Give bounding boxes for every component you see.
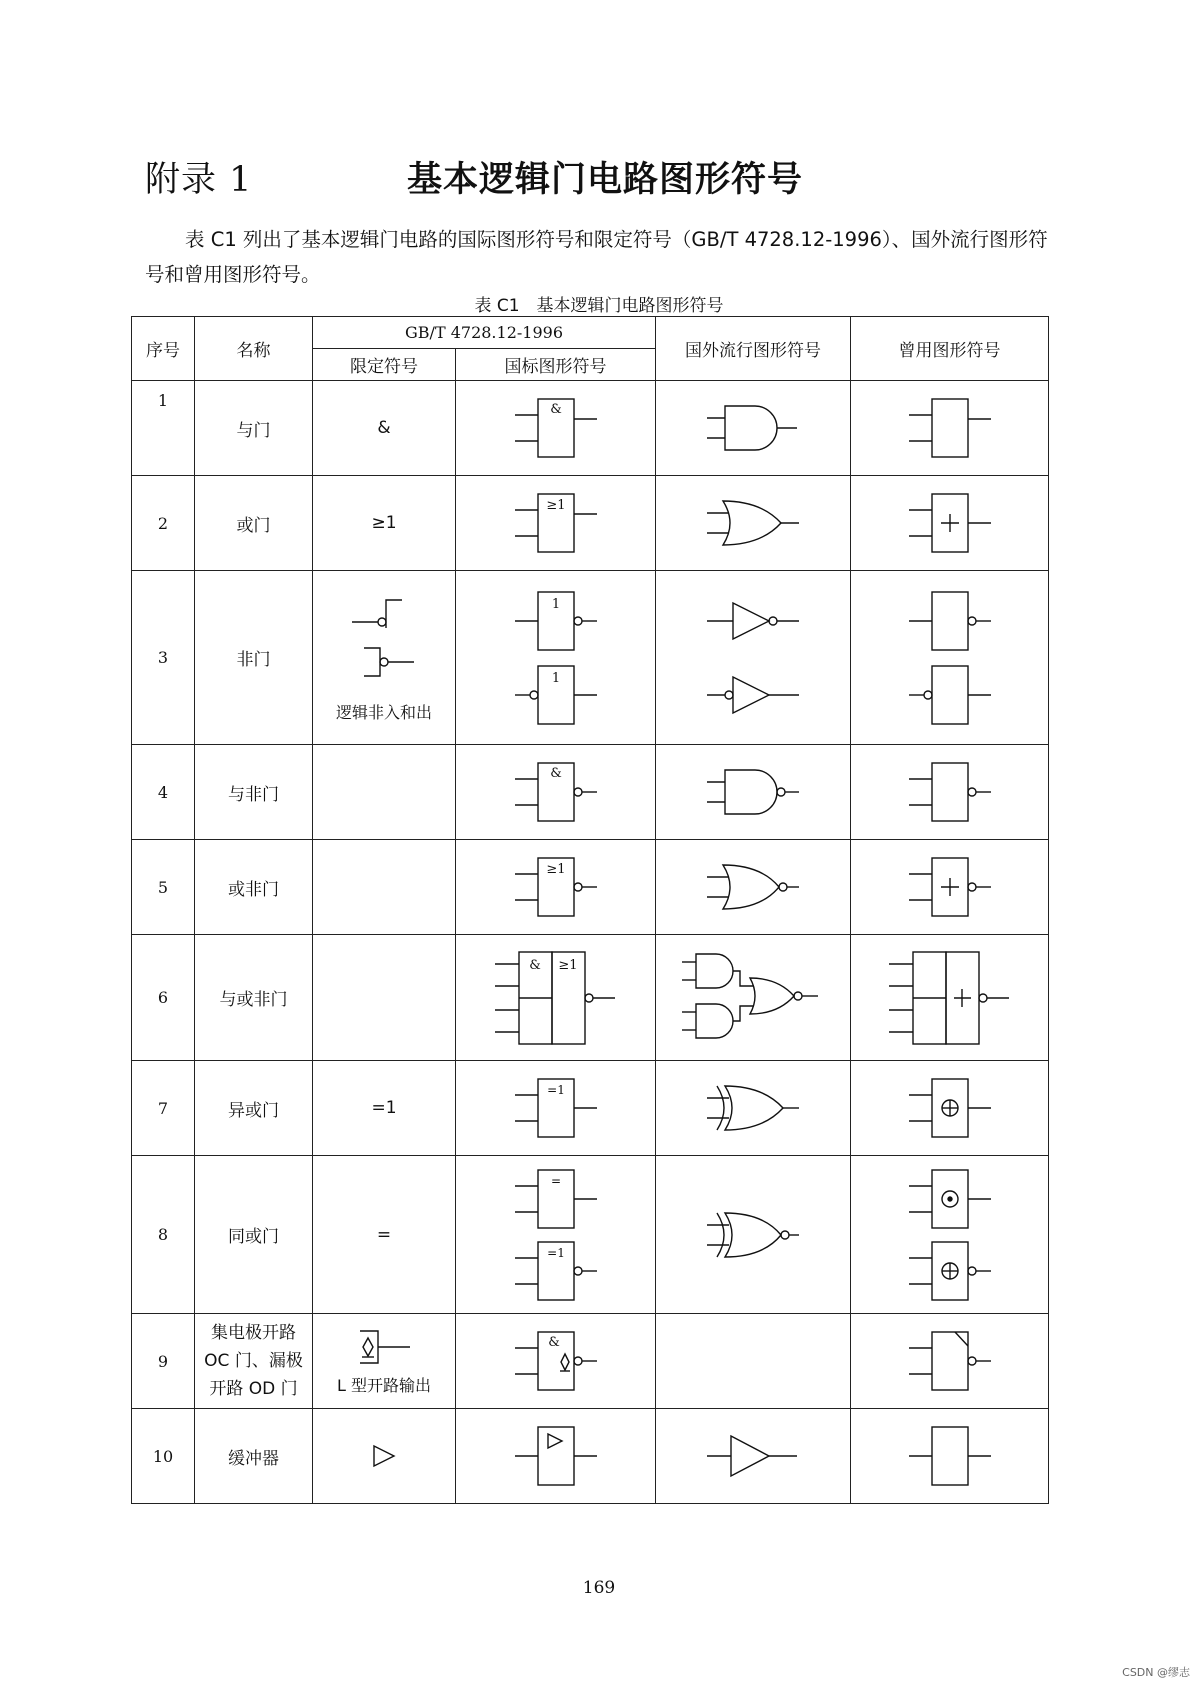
table-row	[132, 571, 1049, 745]
table-row	[132, 1409, 1049, 1504]
row-name: 或门	[195, 476, 313, 571]
watermark: CSDN @缪志	[1122, 1666, 1190, 1679]
iec-or-gate	[456, 476, 656, 571]
row-name-line: OC 门、漏极	[204, 1351, 303, 1371]
foreign-xnor-gate	[656, 1156, 851, 1314]
row-name-line: 开路 OD 门	[209, 1379, 298, 1399]
buffer-qualifier-symbol	[364, 1436, 404, 1476]
old-or-gate	[851, 476, 1049, 571]
iec-label: ≥1	[545, 862, 566, 877]
qualifier-empty	[313, 745, 456, 840]
iec-label: ≥1	[545, 498, 566, 513]
old-xor-gate	[851, 1061, 1049, 1156]
qualifier-cell	[313, 1409, 456, 1504]
qualifier-symbol: ≥1	[313, 476, 456, 571]
open-drain-symbol	[344, 1327, 424, 1367]
qualifier-cell	[313, 1314, 456, 1409]
row-name: 与非门	[195, 745, 313, 840]
row-name: 同或门	[195, 1156, 313, 1314]
table-caption: 表 C1 基本逻辑门电路图形符号	[474, 296, 724, 316]
header-standard: GB/T 4728.12-1996	[313, 317, 656, 349]
row-name: 与门	[195, 381, 313, 476]
foreign-nor-gate	[656, 840, 851, 935]
row-index: 1	[132, 381, 195, 476]
old-not-gates	[851, 571, 1049, 745]
foreign-not-gates	[656, 571, 851, 745]
iec-label: &	[549, 766, 562, 781]
foreign-buffer	[656, 1409, 851, 1504]
header-old-symbol: 曾用图形符号	[851, 317, 1049, 381]
qualifier-note: 逻辑非入和出	[335, 703, 432, 722]
qualifier-empty	[313, 935, 456, 1061]
row-name: 与或非门	[195, 935, 313, 1061]
row-index: 2	[132, 476, 195, 571]
foreign-empty	[656, 1314, 851, 1409]
iec-label: =1	[546, 1245, 565, 1260]
foreign-aoi-gate	[656, 935, 851, 1061]
header-name: 名称	[195, 317, 313, 381]
row-index: 10	[132, 1409, 195, 1504]
row-name: 或非门	[195, 840, 313, 935]
iec-label-and: &	[528, 957, 541, 973]
old-xnor-gates	[851, 1156, 1049, 1314]
iec-and-gate	[456, 381, 656, 476]
negation-symbols	[344, 592, 424, 692]
iec-xnor-gates	[456, 1156, 656, 1314]
foreign-and-gate	[656, 381, 851, 476]
intro-paragraph: 表 C1 列出了基本逻辑门电路的国际图形符号和限定符号（GB/T 4728.12-1996）、国外流行图形符号和曾用图形符号。	[145, 228, 1048, 286]
iec-label: &	[549, 402, 562, 417]
qualifier-note: L 型开路输出	[336, 1375, 431, 1395]
qualifier-symbol: =	[313, 1156, 456, 1314]
header-index: 序号	[132, 317, 195, 381]
iec-oc-gate	[456, 1314, 656, 1409]
header-row	[132, 317, 1049, 349]
header-iec-symbol: 国标图形符号	[456, 349, 656, 381]
old-oc-gate	[851, 1314, 1049, 1409]
qualifier-empty	[313, 840, 456, 935]
old-and-gate	[851, 381, 1049, 476]
old-nor-gate	[851, 840, 1049, 935]
row-index: 9	[132, 1314, 195, 1409]
table-row	[132, 935, 1049, 1061]
iec-label: =1	[546, 1083, 565, 1097]
page-number: 169	[582, 1578, 616, 1598]
table-row	[132, 745, 1049, 840]
table-row	[132, 381, 1049, 476]
row-name-line: 集电极开路	[211, 1323, 296, 1343]
qualifier-cell	[313, 571, 456, 745]
header-qualifier: 限定符号	[313, 349, 456, 381]
foreign-nand-gate	[656, 745, 851, 840]
iec-nand-gate	[456, 745, 656, 840]
iec-label: 1	[551, 596, 560, 612]
page-title: 基本逻辑门电路图形符号	[407, 160, 804, 200]
row-name: 异或门	[195, 1061, 313, 1156]
foreign-or-gate	[656, 476, 851, 571]
appendix-number: 附录 1	[145, 160, 253, 200]
row-index: 8	[132, 1156, 195, 1314]
row-index: 4	[132, 745, 195, 840]
row-index: 7	[132, 1061, 195, 1156]
qualifier-symbol: =1	[313, 1061, 456, 1156]
table-row	[132, 1156, 1049, 1314]
iec-not-gates	[456, 571, 656, 745]
row-name: 非门	[195, 571, 313, 745]
row-index: 3	[132, 571, 195, 745]
table-row	[132, 476, 1049, 571]
iec-xor-gate	[456, 1061, 656, 1156]
iec-nor-gate	[456, 840, 656, 935]
table-row	[132, 840, 1049, 935]
foreign-xor-gate	[656, 1061, 851, 1156]
row-name	[195, 1314, 313, 1409]
table-row	[132, 1061, 1049, 1156]
row-index: 5	[132, 840, 195, 935]
table-row	[132, 1314, 1049, 1409]
iec-buffer	[456, 1409, 656, 1504]
qualifier-symbol: &	[313, 381, 456, 476]
iec-label: 1	[551, 670, 560, 686]
iec-label-or: ≥1	[557, 957, 578, 973]
iec-aoi-gate	[456, 935, 656, 1061]
old-aoi-gate	[851, 935, 1049, 1061]
iec-label: =	[550, 1173, 561, 1188]
row-name: 缓冲器	[195, 1409, 313, 1504]
gate-symbol-table	[131, 316, 1049, 1504]
old-nand-gate	[851, 745, 1049, 840]
old-buffer	[851, 1409, 1049, 1504]
iec-label: &	[547, 1335, 560, 1350]
row-index: 6	[132, 935, 195, 1061]
header-foreign-symbol: 国外流行图形符号	[656, 317, 851, 381]
